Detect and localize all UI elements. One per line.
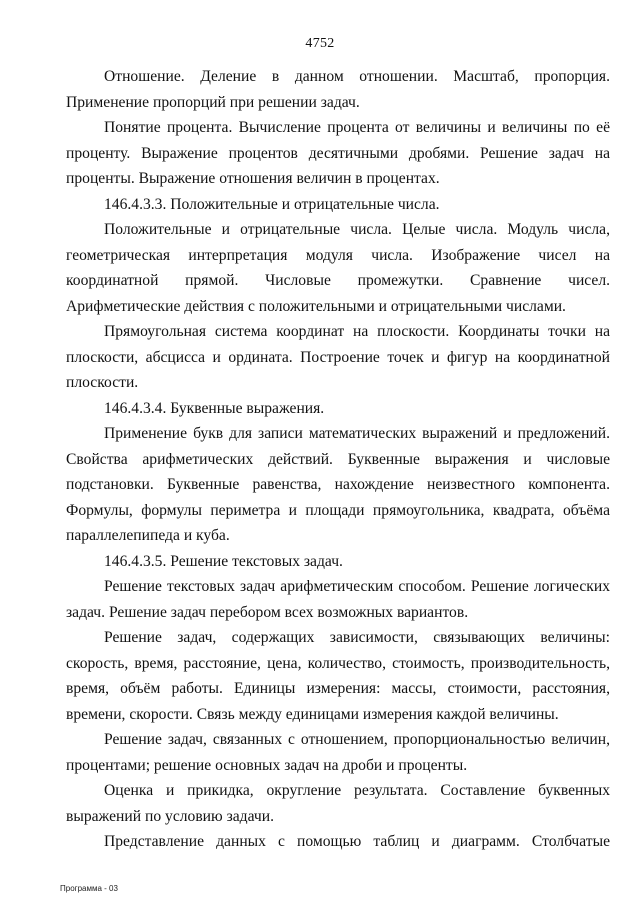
paragraph-data-representation: Представление данных с помощью таблиц и диаграмм. Столбчатые xyxy=(104,833,610,850)
page-number: 4752 xyxy=(305,36,335,51)
paragraph-letter-expressions: Применение букв для записи математических выражений и предложений. Свойства арифметических действий. Буквенные выражения и числовые подстановки. Буквенные равенства, нахождение неизвестного компонента. Формулы, формулы периметра и площади прямоугольника, квадрата, объёма параллелепипеда и куба. xyxy=(66,425,610,544)
paragraph-estimation: Оценка и прикидка, округление результата. Составление буквенных выражений по условию задачи. xyxy=(66,782,610,825)
section-heading-word-problems: 146.4.3.5. Решение текстовых задач. xyxy=(104,552,343,570)
page-footer: Программа - 03 xyxy=(60,884,118,893)
paragraph-dependencies: Решение задач, содержащих зависимости, связывающих величины: скорость, время, расстояние, цена, количество, стоимость, производительность, время, объём работы. Единицы измерения: массы, стоимости, расстояния, времени, скорости. Связь между единицами измерения каждой величины. xyxy=(66,629,610,723)
paragraph-percent: Понятие процента. Вычисление процента от величины и величины по её проценту. Выражение процентов десятичными дробями. Решение задач на проценты. Выражение отношения величин в процентах. xyxy=(66,119,610,187)
paragraph-positive-negative: Положительные и отрицательные числа. Целые числа. Модуль числа, геометрическая интерпретация модуля числа. Изображение чисел на координатной прямой. Числовые промежутки. Сравнение чисел. Арифметические действия с положительными и отрицательными числами. xyxy=(66,221,610,315)
paragraph-proportionality: Решение задач, связанных с отношением, пропорциональностью величин, процентами; решение основных задач на дроби и проценты. xyxy=(66,731,610,774)
document-body xyxy=(66,64,610,855)
paragraph-ratio: Отношение. Деление в данном отношении. Масштаб, пропорция. Применение пропорций при решении задач. xyxy=(66,68,610,111)
paragraph-arithmetic-method: Решение текстовых задач арифметическим способом. Решение логических задач. Решение задач перебором всех возможных вариантов. xyxy=(66,578,610,621)
section-heading-positive-negative: 146.4.3.3. Положительные и отрицательные числа. xyxy=(104,195,440,213)
paragraph-coordinates: Прямоугольная система координат на плоскости. Координаты точки на плоскости, абсцисса и ордината. Построение точек и фигур на координатной плоскости. xyxy=(66,323,610,391)
section-heading-letter-expressions: 146.4.3.4. Буквенные выражения. xyxy=(104,399,325,417)
